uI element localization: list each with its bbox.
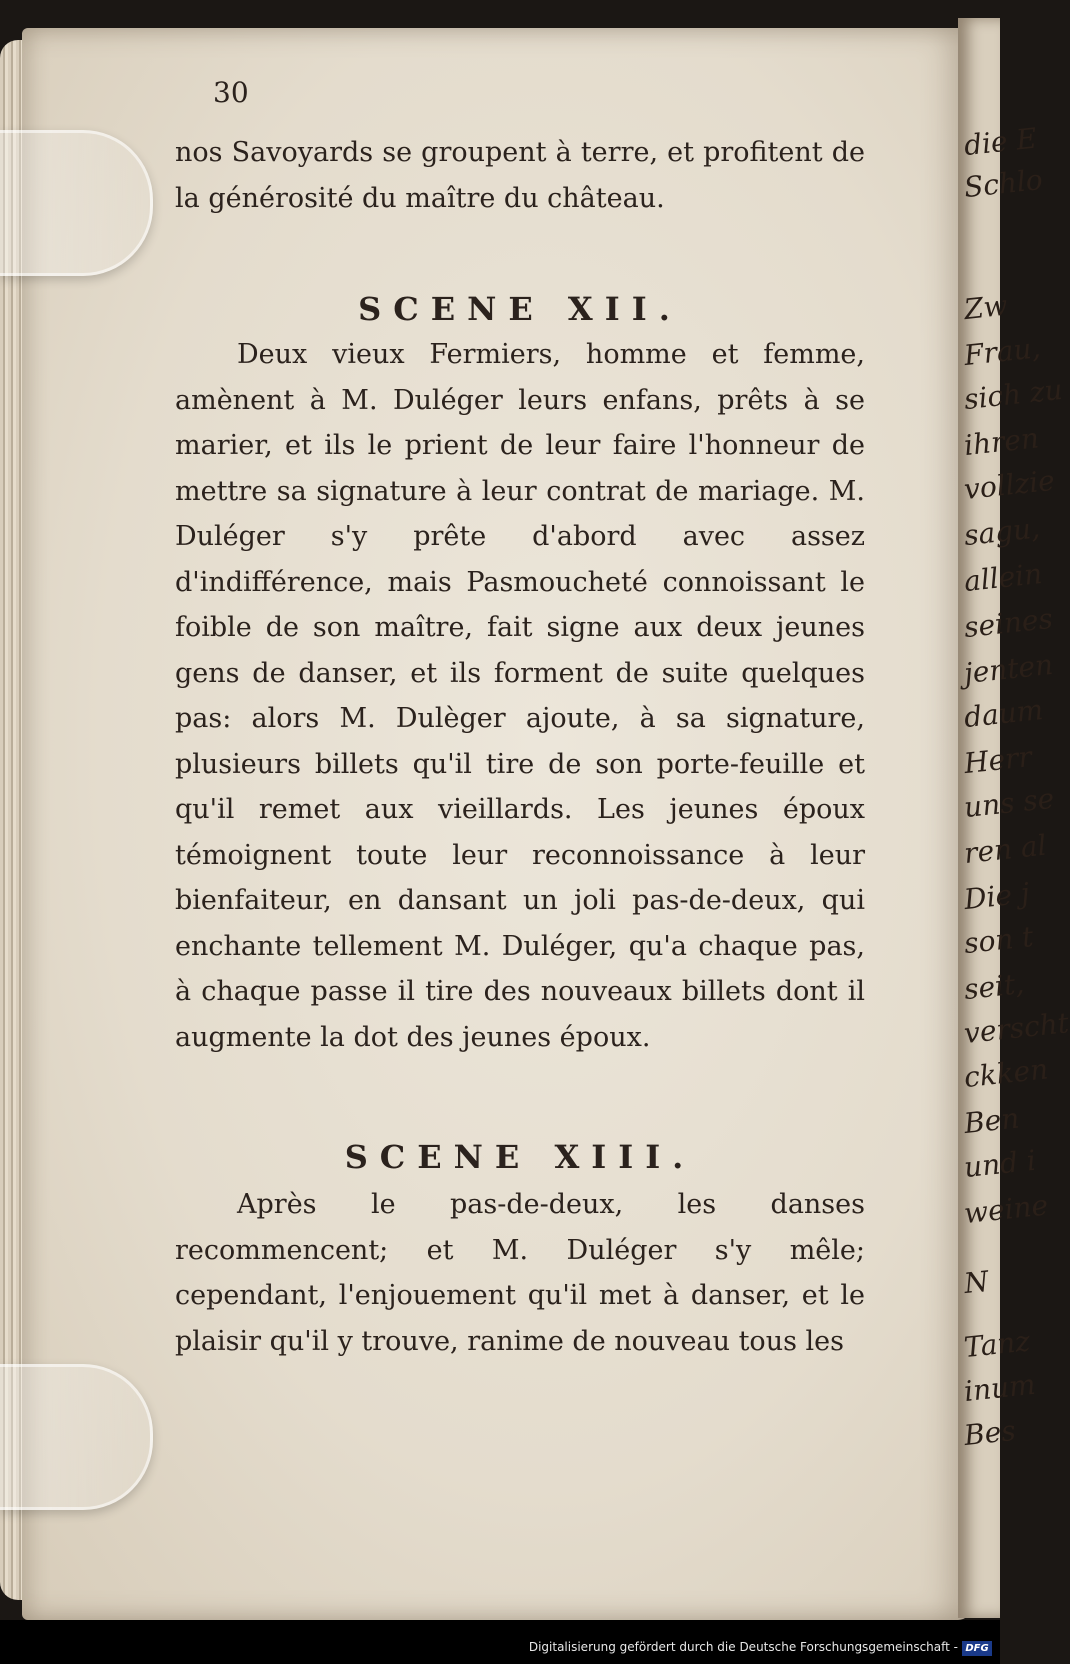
dfg-logo-icon: DFG	[962, 1641, 992, 1656]
page-number: 30	[213, 76, 249, 109]
facing-fragment: jenten	[962, 647, 1055, 691]
facing-fragment: Tanz	[962, 1324, 1032, 1365]
facing-fragment: Ben	[962, 1101, 1021, 1141]
facing-fragment: ren al	[962, 828, 1048, 871]
facing-fragment: weine	[962, 1188, 1050, 1231]
facing-fragment: vollzie	[962, 463, 1057, 507]
facing-fragment: daum	[962, 692, 1045, 735]
facing-fragment: seines	[962, 601, 1055, 645]
paragraph-text: Deux vieux Fermiers, homme et femme, amènent à M. Duléger leurs enfans, prêts à se marier, et ils le prient de leur faire l'honneur de mettre sa signature à leur contrat de mariage. M. Duléger s'y prête d'abord avec assez d'indifférence, mais Pasmoucheté connoissant le foible de son maître, fait signe aux deux jeunes gens de danser, et ils forment de suite quelques pas: alors M. Dulèger ajoute, à sa signature, plusieurs billets qu'il tire de son porte-feuille et qu'il remet aux vieillards. Les jeunes époux témoignent toute leur reconnoissance à leur bienfaiteur, en dansant un joli pas-de-deux, qui enchante tellement M. Duléger, qu'a chaque pas, à chaque passe il tire des nouveaux billets dont il augmente la dot des jeunes époux.	[175, 339, 865, 1053]
facing-fragment: uns se	[962, 781, 1056, 825]
scene-heading: SCENE XII.	[358, 290, 682, 328]
facing-fragment: Zw	[962, 288, 1010, 327]
facing-fragment: Bes	[962, 1413, 1018, 1453]
facing-fragment: die E	[962, 121, 1039, 163]
page-clamp-bottom	[0, 1364, 153, 1510]
facing-fragment: inum	[962, 1367, 1038, 1409]
paragraph-text: nos Savoyards se groupent à terre, et profitent de la générosité du maître du château.	[175, 137, 865, 214]
facing-fragment: Die j	[962, 876, 1032, 917]
scene-xii-paragraph	[175, 332, 865, 1060]
facing-fragment: sich zu	[962, 372, 1065, 417]
facing-fragment: verscht	[962, 1006, 1070, 1051]
facing-fragment: allein	[962, 557, 1044, 599]
facing-fragment: und i	[962, 1143, 1038, 1185]
footer-credit: Digitalisierung gefördert durch die Deutsche Forschungsgemeinschaft -	[528, 1640, 958, 1654]
facing-fragment: Schlo	[962, 162, 1045, 205]
scene-xiii-paragraph	[175, 1182, 865, 1364]
facing-fragment: ckken	[962, 1052, 1050, 1095]
facing-fragment: sagu,	[962, 511, 1042, 553]
digitization-footer	[0, 1620, 1000, 1664]
facing-fragment: Herr	[962, 740, 1034, 781]
paragraph-text: Après le pas-de-deux, les danses recommencent; et M. Duléger s'y mêle; cependant, l'enjouement qu'il met à danser, et le plaisir qu'il y trouve, ranime de nouveau tous les	[175, 1189, 865, 1357]
facing-fragment: seit,	[962, 966, 1026, 1007]
opening-paragraph	[175, 130, 865, 221]
facing-fragment: N	[962, 1264, 991, 1301]
facing-page	[958, 18, 1070, 1618]
facing-fragment: son t	[962, 919, 1035, 961]
scene-heading: SCENE XIII.	[344, 1138, 696, 1176]
facing-fragment: Frau,	[962, 331, 1042, 373]
facing-fragment: ihren	[962, 421, 1041, 463]
page-clamp-top	[0, 130, 153, 276]
